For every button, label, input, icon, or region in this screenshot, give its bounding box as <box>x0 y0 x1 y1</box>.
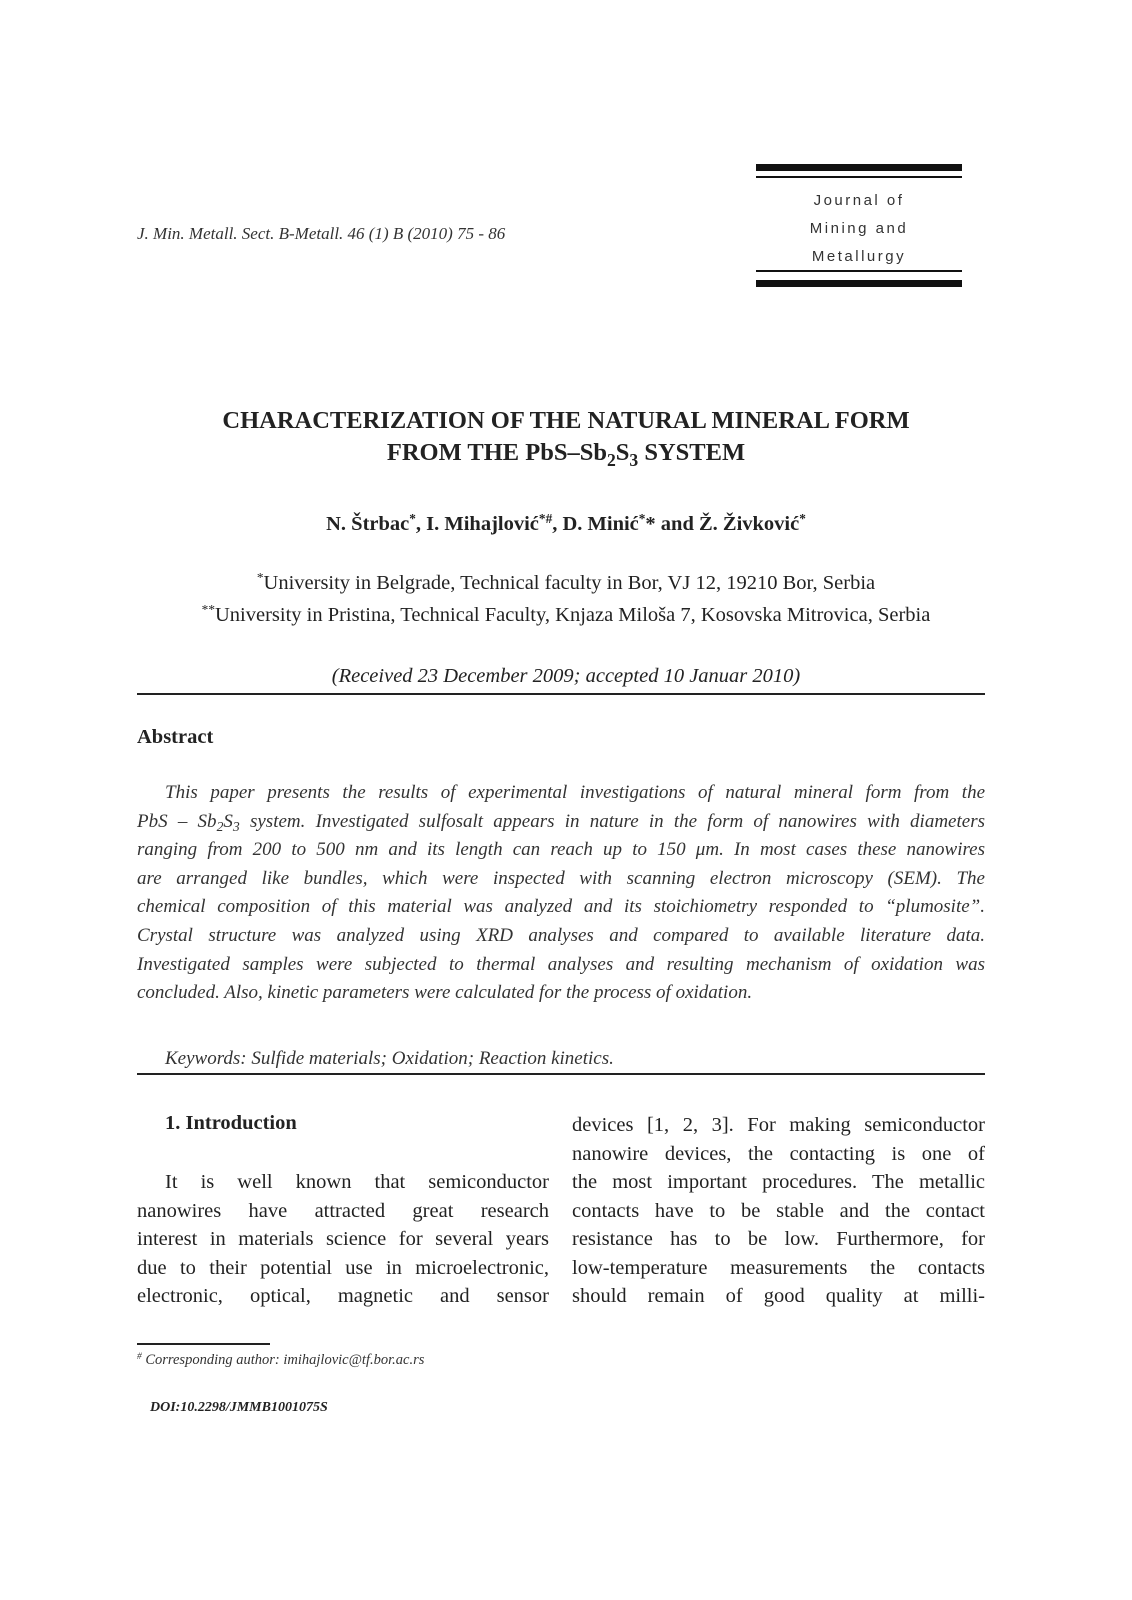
abstract-line: This paper presents the results of experimental investigations of natural mineral form from the <box>165 782 985 803</box>
paper-title-line-2 <box>0 439 1132 471</box>
abstract-line <box>137 808 985 837</box>
title-subscript: 3 <box>629 450 639 471</box>
abstract-line: concluded. Also, kinetic parameters were calculated for the process of oxidation. <box>137 982 753 1004</box>
footnote-corresponding-author <box>137 1352 424 1369</box>
title-text: SYSTEM <box>638 439 746 466</box>
footnote-text: Corresponding author: imihajlovic@tf.bor.ac.rs <box>141 1352 425 1368</box>
abstract-subscript: 2 <box>216 819 224 835</box>
abstract-text: PbS – Sb <box>137 810 217 832</box>
keywords: Keywords: Sulfide materials; Oxidation; Reaction kinetics. <box>165 1048 614 1069</box>
affiliation-mark: ** <box>201 601 215 617</box>
author-name: N. Štrbac <box>326 513 410 535</box>
divider-bottom <box>137 1073 985 1075</box>
journal-logo-bar-top-thick <box>756 164 962 171</box>
abstract-subscript: 3 <box>232 819 240 835</box>
author-name: D. Minić <box>562 513 639 535</box>
abstract-heading: Abstract <box>137 726 214 748</box>
body-line: the most important procedures. The metallic <box>572 1171 985 1193</box>
affiliation-text: University in Belgrade, Technical faculty in Bor, VJ 12, 19210 Bor, Serbia <box>263 572 876 594</box>
author-mark: * <box>409 510 416 526</box>
body-line: nanowire devices, the contacting is one of <box>572 1142 985 1165</box>
author-name: I. Mihajlović <box>426 513 539 535</box>
footnote-mark: # <box>137 1351 142 1362</box>
section-heading-introduction: 1. Introduction <box>165 1112 297 1134</box>
author-name: Ž. Živković <box>698 513 800 535</box>
affiliation-1 <box>0 569 1132 595</box>
body-line: low-temperature measurements the contacts <box>572 1256 985 1279</box>
abstract-line: ranging from 200 to 500 nm and its length can reach up to 150 μm. In most cases these nanowires <box>137 839 985 861</box>
journal-logo-bar-bottom-thick <box>756 280 962 287</box>
journal-name-line-2: Mining and <box>809 220 909 237</box>
author-mark: * <box>799 510 806 526</box>
body-line: resistance has to be low. Furthermore, for <box>572 1228 985 1250</box>
abstract-line: chemical composition of this material was analyzed and its stoichiometry responded to “plumosite”. <box>137 896 985 918</box>
abstract-text: S <box>223 810 233 832</box>
body-line: contacts have to be stable and the contact <box>572 1199 985 1222</box>
body-line: It is well known that semiconductor <box>165 1171 549 1193</box>
abstract-line: Crystal structure was analyzed using XRD analyses and compared to available literature data. <box>137 924 985 946</box>
journal-logo <box>756 164 962 297</box>
abstract-body <box>137 779 985 1008</box>
author-separator: , <box>552 513 563 535</box>
author-separator: , <box>415 513 427 535</box>
journal-logo-bar-bottom-thin <box>756 270 962 272</box>
affiliation-text: University in Pristina, Technical Faculty, Knjaza Miloša 7, Kosovska Mitrovica, Serbia <box>214 604 931 626</box>
affiliation-mark: * <box>256 569 264 585</box>
author-separator: and <box>655 513 699 535</box>
author-mark: *# <box>538 510 553 526</box>
citation-line: J. Min. Metall. Sect. B-Metall. 46 (1) B (2010) 75 - 86 <box>137 224 506 243</box>
body-line: interest in materials science for several years <box>137 1228 549 1250</box>
body-line: nanowires have attracted great research <box>137 1199 549 1222</box>
body-line: electronic, optical, magnetic and sensor <box>137 1285 549 1307</box>
journal-logo-bar-top-thin <box>756 176 962 178</box>
journal-name-line-1: Journal of <box>813 192 905 209</box>
divider-top <box>137 693 985 695</box>
title-subscript: 2 <box>606 450 616 471</box>
title-text: FROM THE PbS–Sb <box>386 439 607 466</box>
title-text: S <box>615 439 630 466</box>
abstract-line: are arranged like bundles, which were inspected with scanning electron microscopy (SEM). The <box>137 867 985 889</box>
column-left <box>137 1168 549 1311</box>
paper-title-line-1: CHARACTERIZATION OF THE NATURAL MINERAL FORM <box>222 407 910 434</box>
body-line: should remain of good quality at milli- <box>572 1285 985 1307</box>
author-mark-extra: * <box>645 513 656 535</box>
affiliation-2 <box>0 601 1132 627</box>
footnote-rule <box>137 1343 270 1345</box>
body-line: due to their potential use in microelectronic, <box>137 1256 549 1279</box>
author-list <box>0 510 1132 536</box>
received-dates: (Received 23 December 2009; accepted 10 Januar 2010) <box>331 665 801 687</box>
abstract-line: Investigated samples were subjected to thermal analyses and resulting mechanism of oxidation was <box>137 953 985 975</box>
abstract-text: system. Investigated sulfosalt appears in nature in the form of nanowires with diameters <box>239 810 985 832</box>
author-mark: * <box>638 510 646 526</box>
body-line: devices [1, 2, 3]. For making semiconductor <box>572 1114 985 1136</box>
journal-name-line-3: Metallurgy <box>811 248 907 265</box>
doi: DOI:10.2298/JMMB1001075S <box>150 1400 328 1415</box>
column-right <box>572 1111 985 1311</box>
